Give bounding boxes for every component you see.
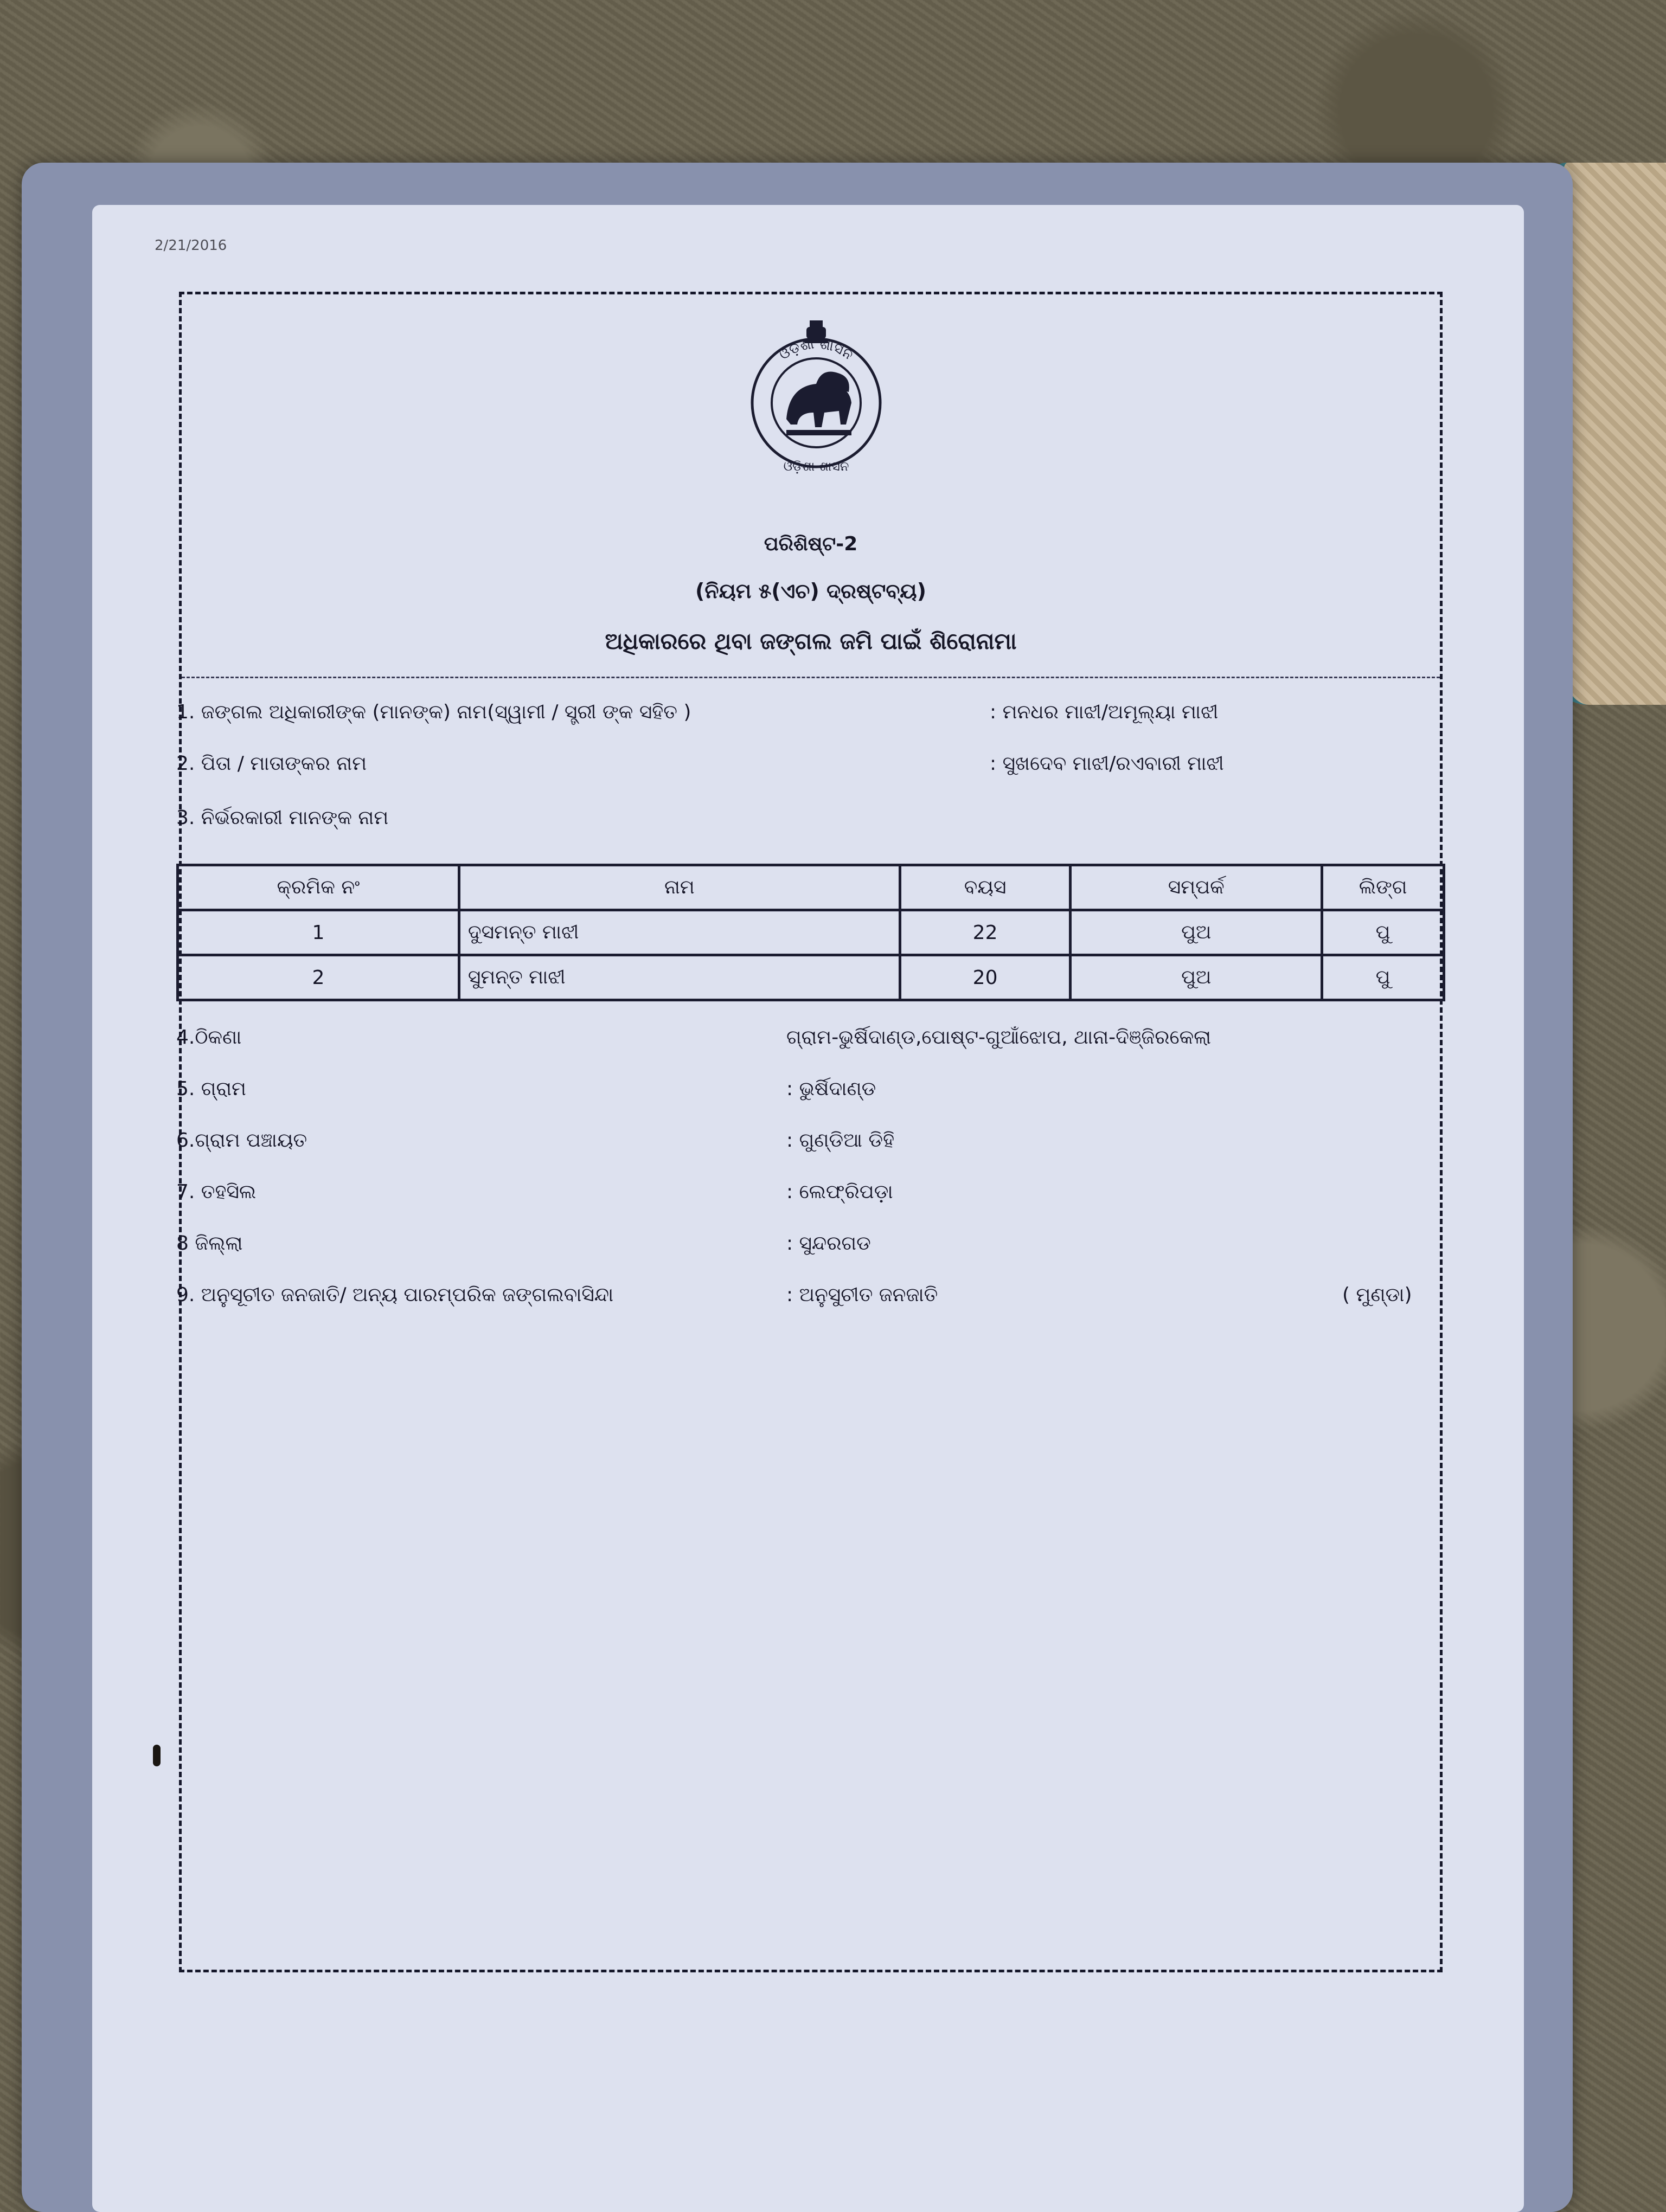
cell-age: 22 [900,910,1070,955]
holder-label: 1. ଜଙ୍ଗଲ ଅଧିକାରୀଙ୍କ (ମାନଙ୍କ) ନାମ(ସ୍ୱାମୀ / ସ୍ତ୍ରୀ ଙ୍କ ସହିତ ) [176,701,691,723]
address-label: 4.ଠିକଣା [176,1026,242,1049]
table-header-row [178,865,1444,910]
divider [182,677,1440,678]
cell-gender: ପୁ [1322,910,1444,955]
tahasil-label: 7. ତହସିଲ [176,1181,257,1203]
cell-age: 20 [900,955,1070,1000]
header-name: ନାମ [459,865,900,910]
category-label: 9. ଅନୁସୂଚୀତ ଜନଜାତି/ ଅନ୍ୟ ପାରମ୍ପରିକ ଜଙ୍ଗଲବାସିନ୍ଦା [176,1284,614,1306]
dependents-label: 3. ନିର୍ଭରକାରୀ ମାନଙ୍କ ନାମ [176,807,389,829]
cell-relation: ପୁଅ [1071,955,1322,1000]
header-relation: ସମ୍ପର୍କ [1071,865,1322,910]
annexure-heading: ପରିଶିଷ୍ଟ-2 [764,533,858,555]
document-page [92,205,1524,2212]
tribe-note: ( ମୁଣ୍ଡା) [1342,1284,1412,1306]
parent-value: : ସୁଖଦେବ ମାଝୀ/ରଏବାରୀ ମାଝୀ [990,753,1224,775]
village-value: : ଭୁର୍ଷିଦାଣ୍ଡ [786,1078,876,1100]
cell-relation: ପୁଅ [1071,910,1322,955]
print-date: 2/21/2016 [155,237,227,254]
table-row [178,955,1444,1000]
district-label: 8 ଜିଲ୍ଲା [176,1232,243,1255]
cell-gender: ପୁ [1322,955,1444,1000]
ant-speck [153,1745,161,1766]
address-value: ଗ୍ରାମ-ଭୁର୍ଷିଦାଣ୍ଡ,ପୋଷ୍ଟ-ଗୁଆଁଝୋପ, ଥାନା-ଦିଞ୍ଜିରକେଲା [786,1026,1212,1049]
cell-serial: 2 [178,955,459,1000]
header-gender: ଲିଙ୍ଗ [1322,865,1444,910]
cell-name: ଦୁସମନ୍ତ ମାଝୀ [459,910,900,955]
document-title: ଅଧିକାରରେ ଥିବା ଜଙ୍ଗଲ ଜମି ପାଇଁ ଶିରୋନାମା [605,628,1017,654]
dependents-table [176,864,1445,1001]
village-label: 5. ଗ୍ରାମ [176,1078,246,1100]
document-frame [176,292,1443,1972]
holder-value: : ମନଧର ମାଝୀ/ଅମୂଲ୍ୟା ମାଝୀ [990,701,1219,723]
parent-label: 2. ପିତା / ମାତାଙ୍କର ନାମ [176,753,367,775]
emblem-bottom-text: ଓଡ଼ିଶା ଶାସନ [783,459,849,474]
table-row [178,910,1444,955]
tahasil-value: : ଲେଫ୍ରିପଡ଼ା [786,1181,893,1203]
odisha-emblem-icon [735,316,898,479]
cell-serial: 1 [178,910,459,955]
rule-heading: (ନିୟମ ୫(ଏଚ) ଦ୍ରଷ୍ଟବ୍ୟ) [695,579,926,603]
header-age: ବୟସ [900,865,1070,910]
category-value: : ଅନୁସୁଚୀତ ଜନଜାତି [786,1284,938,1306]
header-serial: କ୍ରମିକ ନଂ [178,865,459,910]
cell-name: ସୁମନ୍ତ ମାଝୀ [459,955,900,1000]
panchayat-label: 6.ଗ୍ରାମ ପଞ୍ଚାୟତ [176,1129,307,1152]
panchayat-value: : ଗୁଣ୍ଡିଆ ଡିହି [786,1129,895,1152]
emblem-top-text: ଓଡ଼ିଶା ଶାସନ [776,336,856,364]
district-value: : ସୁନ୍ଦରଗଡ [786,1232,871,1255]
